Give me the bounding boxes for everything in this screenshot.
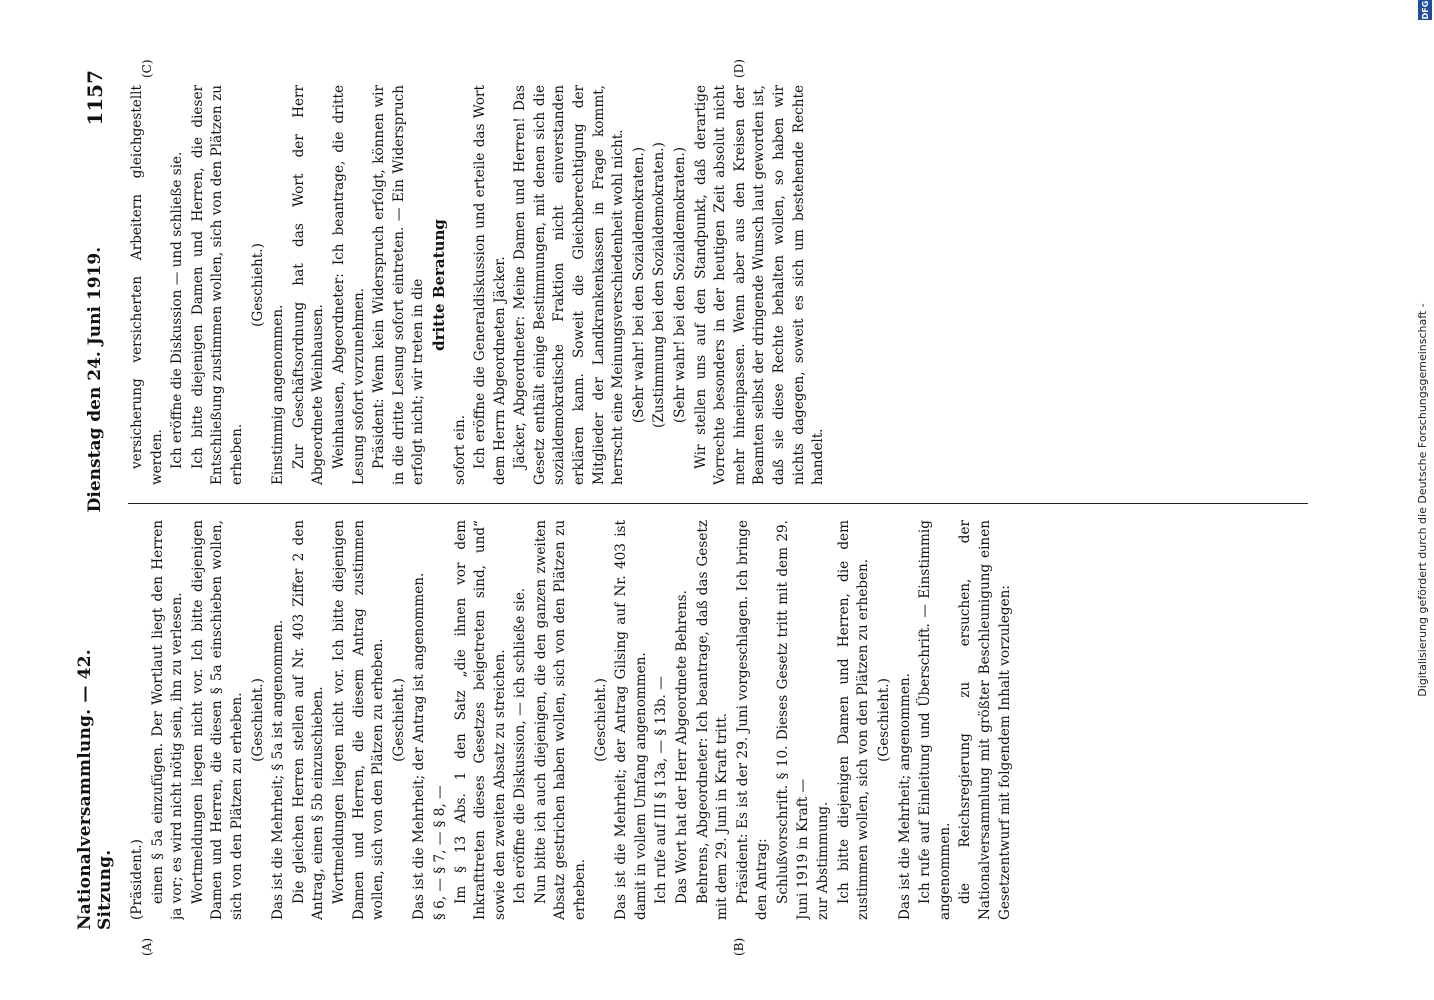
page-number: 1157 bbox=[83, 70, 107, 126]
paragraph: versicherung versicherten Arbeitern gleichgestellt werden. bbox=[129, 85, 165, 485]
paragraph: Das ist die Mehrheit; der Antrag Gilsing auf Nr. 403 ist damit in vollem Umfang angenommen. bbox=[613, 520, 649, 920]
header-left-title: Nationalversammlung. — 42. Sitzung. bbox=[75, 649, 115, 930]
stage-direction: (Geschieht.) bbox=[592, 678, 609, 762]
paragraph: sofort ein. bbox=[451, 414, 468, 485]
paragraph: Ich eröffne die Diskussion — und schließe sie. bbox=[169, 151, 186, 469]
paragraph: Ich rufe auf Einleitung und Überschrift. — Einstimmig angenommen. bbox=[917, 520, 953, 920]
paragraph: Präsident: Es ist der 29. Juni vorgeschlagen. Ich bringe den Antrag: bbox=[734, 520, 771, 920]
paragraph: Wir stellen uns auf den Standpunkt, daß derartige Vorrechte besonders in der heutigen Zeit absolut nicht mehr hineinpassen. Wenn aber aus den Kreisen der Beamten selbst der dringende Wunsch laut geworden ist, daß sie diese Rechte behalten wollen, so haben wir nichts dagegen, soweit es sich um bestehende Rechte handelt. bbox=[692, 85, 827, 485]
stage-direction: (Geschieht.) bbox=[390, 678, 407, 762]
page-header bbox=[70, 70, 120, 930]
paragraph: Wortmeldungen liegen nicht vor. Ich bitte diejenigen Damen und Herren, die diesem Antrag zustimmen wollen, sich von den Plätzen zu erheben. bbox=[330, 520, 387, 920]
paragraph: Das ist die Mehrheit; § 5a ist angenommen. bbox=[270, 619, 287, 920]
paragraph: die Reichsregierung zu ersuchen, der Nationalversammlung mit größter Beschleunigung einen Gesetzentwurf mit folgendem Inhalt vorzulegen: bbox=[957, 520, 1013, 920]
speaker-label: (Präsident.) bbox=[129, 839, 145, 920]
digitization-credit: Digitalisierung gefördert durch die Deutsche Forschungsgemeinschaft - bbox=[1416, 303, 1429, 697]
left-column bbox=[128, 520, 1308, 920]
margin-marker-c: (C) bbox=[140, 59, 154, 78]
paragraph: Die gleichen Herren stellen auf Nr. 403 Ziffer 2 den Antrag, einen § 5b einzuschieben. bbox=[290, 520, 327, 920]
paragraph: Ich eröffne die Generaldiskussion und erteile das Wort dem Herrn Abgeordneten Jäcker. bbox=[472, 85, 508, 485]
paragraph: Ich rufe auf III § 13a, — § 13b. — bbox=[653, 676, 670, 904]
paragraph: Nun bitte ich auch diejenigen, die den ganzen zweiten Absatz gestrichen haben wollen, sich von den Plätzen zu erheben. bbox=[532, 520, 589, 920]
paragraph: Das Wort hat der Herr Abgeordnete Behrens. bbox=[674, 590, 691, 904]
paragraph: Weinhausen, Abgeordneter: Ich beantrage, die dritte Lesung sofort vorzunehmen. bbox=[330, 85, 367, 485]
header-date: Dienstag den 24. Juni 1919. bbox=[85, 246, 105, 513]
section-heading: dritte Beratung bbox=[429, 219, 448, 351]
stage-direction: (Sehr wahr! bei den Sozialdemokraten.) bbox=[630, 146, 647, 424]
paragraph: Wortmeldungen liegen nicht vor. Ich bitte diejenigen Damen und Herren, die diesen § 5a einschieben wollen, sich von den Plätzen zu erheben. bbox=[189, 520, 245, 920]
stage-direction: (Sehr wahr! bei den Sozialdemokraten.) bbox=[672, 146, 689, 424]
paragraph: Schlußvorschrift. § 10. Dieses Gesetz tritt mit dem 29. Juni 1919 in Kraft — bbox=[775, 520, 811, 920]
stage-direction: (Geschieht.) bbox=[249, 243, 266, 327]
paragraph: Einstimmig angenommen. bbox=[270, 304, 287, 485]
column-divider bbox=[128, 503, 1308, 504]
paragraph: Zur Geschäftsordnung hat das Wort der Herr Abgeordnete Weinhausen. bbox=[290, 85, 327, 485]
margin-marker-a: (A) bbox=[140, 937, 154, 956]
paragraph: § 6, — § 7, — § 8, — bbox=[431, 785, 448, 920]
stage-direction: (Zustimmung bei den Sozialdemokraten.) bbox=[651, 142, 668, 428]
stage-direction: (Geschieht.) bbox=[875, 678, 892, 762]
margin-marker-d: (D) bbox=[732, 59, 746, 78]
margin-marker-b: (B) bbox=[732, 937, 746, 956]
paragraph: Präsident: Wenn kein Widerspruch erfolgt, können wir in die dritte Lesung sofort eintreten. — Ein Widerspruch erfolgt nicht; wir treten in die bbox=[371, 85, 427, 485]
paragraph: Behrens, Abgeordneter: Ich beantrage, daß das Gesetz mit dem 29. Juni in Kraft tritt. bbox=[694, 520, 731, 920]
dfg-logo: DFG bbox=[1418, 0, 1432, 20]
paragraph: zur Abstimmung. bbox=[815, 801, 832, 920]
paragraph: Das ist die Mehrheit; der Antrag ist angenommen. bbox=[411, 572, 428, 920]
paragraph: einen § 5a einzufügen. Der Wortlaut liegt den Herren ja vor; es wird nicht nötig sein, ihn zu verlesen. bbox=[149, 520, 186, 920]
paragraph: Im § 13 Abs. 1 den Satz „die ihnen vor dem Inkrafttreten dieses Gesetzes beigetreten sind, und“ sowie den zweiten Absatz zu streichen. bbox=[452, 520, 508, 920]
right-column bbox=[128, 85, 1308, 485]
stage-direction: (Geschieht.) bbox=[249, 678, 266, 762]
paragraph: Ich eröffne die Diskussion, — ich schließe sie. bbox=[512, 587, 529, 904]
paragraph: Ich bitte diejenigen Damen und Herren, die dem zustimmen wollen, sich von den Plätzen zu erheben. bbox=[835, 520, 872, 920]
paragraph: Das ist die Mehrheit; angenommen. bbox=[896, 673, 913, 920]
paragraph: Jäcker, Abgeordneter: Meine Damen und Herren! Das Gesetz enthält einige Bestimmungen, mit denen sich die sozialdemokratische Fraktion nicht einverstanden erklären kann. Soweit die Gleichberechtigung der Mitglieder der Landkrankenkassen in Frage kommt, herrscht eine Meinungsverschiedenheit wohl nicht. bbox=[512, 85, 627, 485]
paragraph: Ich bitte diejenigen Damen und Herren, die dieser Entschließung zustimmen wollen, sich von den Plätzen zu erheben. bbox=[189, 85, 245, 485]
